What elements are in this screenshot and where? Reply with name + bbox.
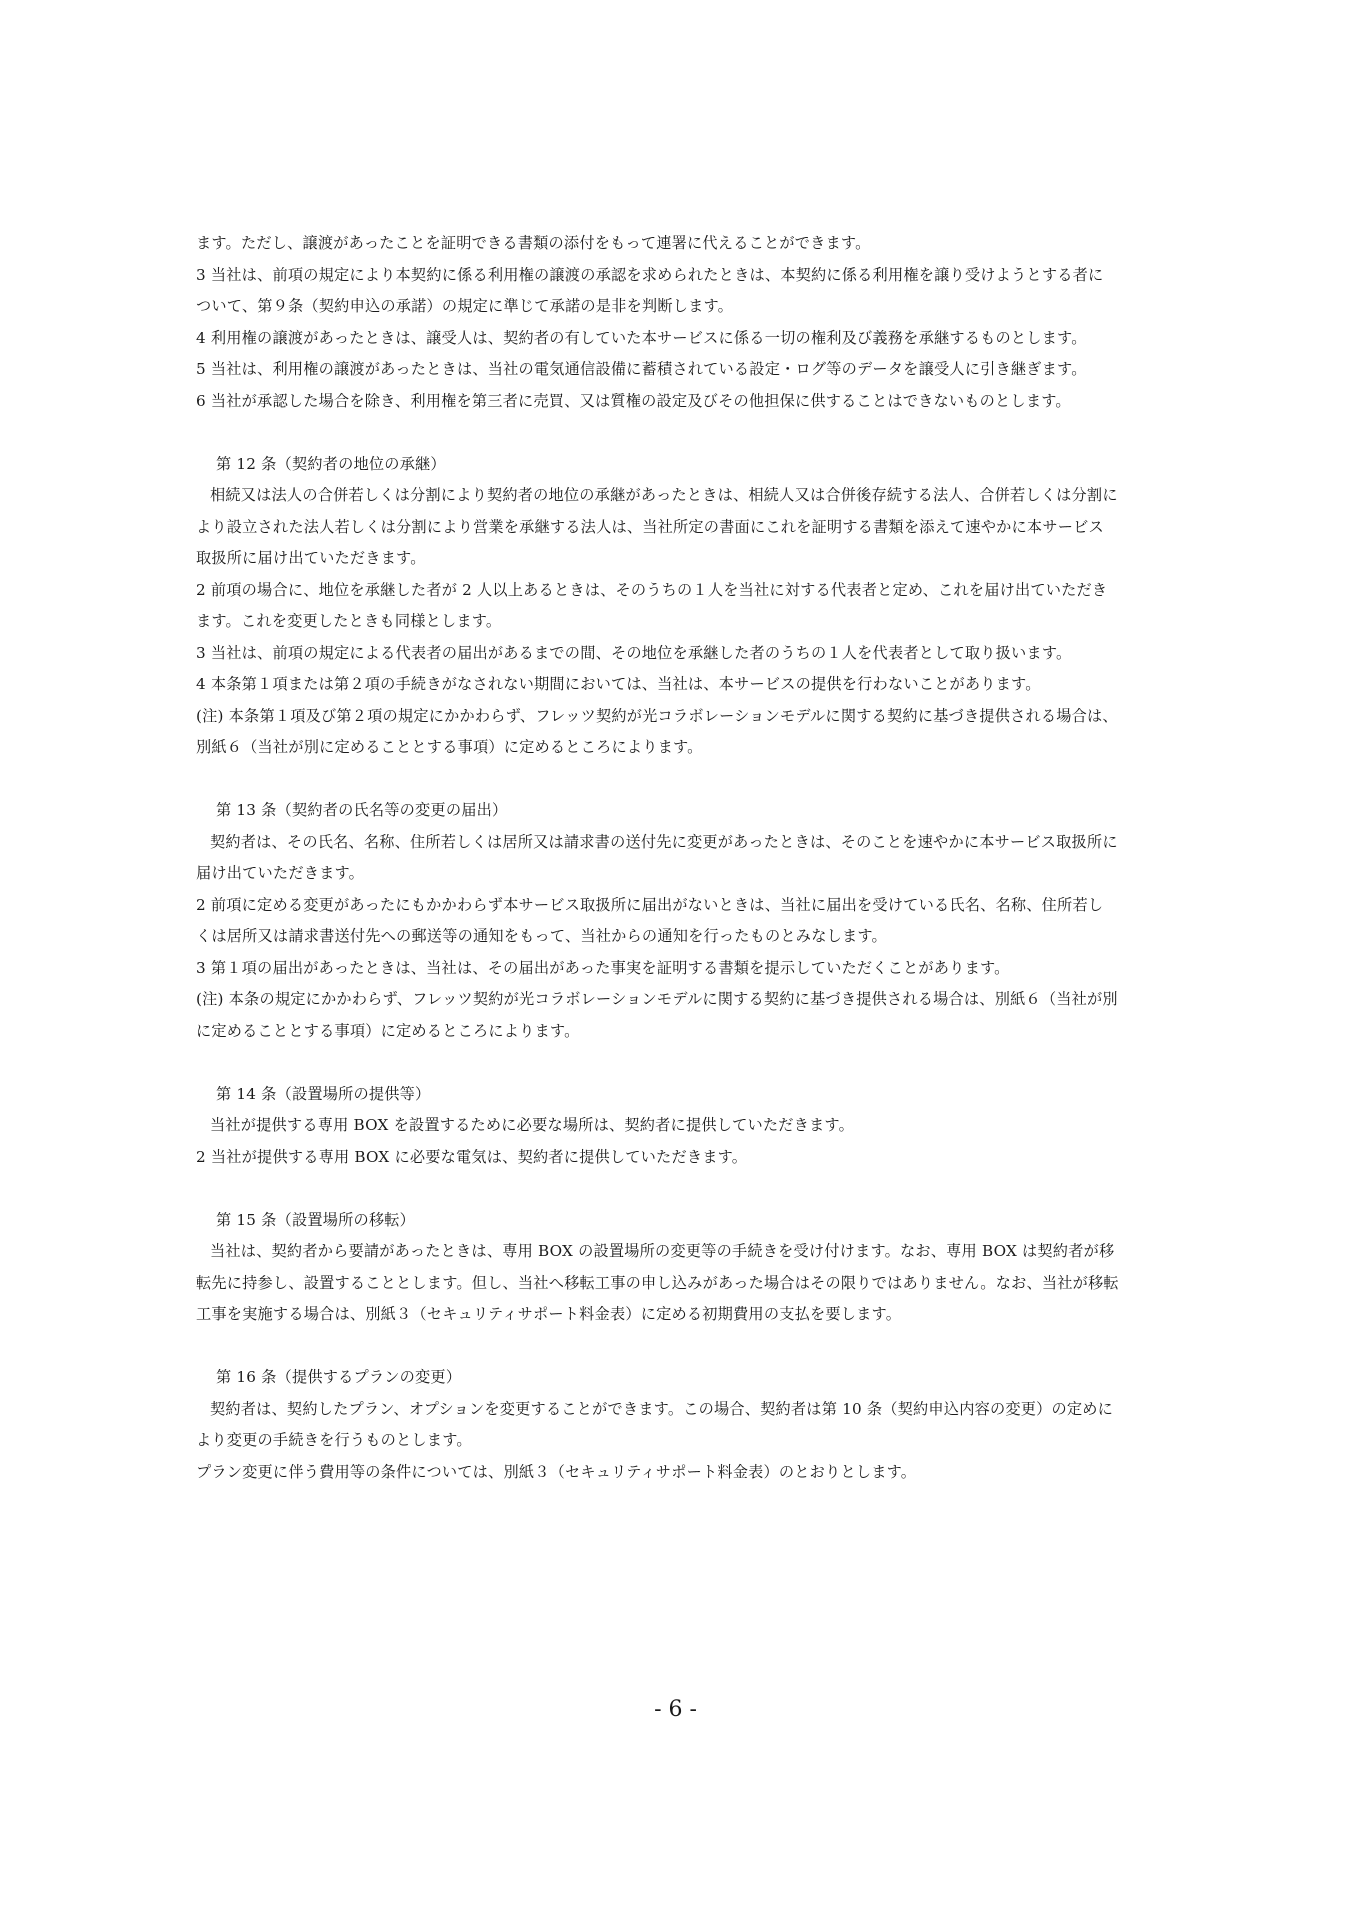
spacer xyxy=(196,1331,1168,1363)
intro-line: 6 当社が承認した場合を除き、利用権を第三者に売買、又は質権の設定及びその他担保に供することはできないものとします。 xyxy=(196,391,1071,410)
article-13-line: くは居所又は請求書送付先への郵送等の通知をもって、当社からの通知を行ったものとみなします。 xyxy=(196,927,887,945)
article-14-heading: 第 14 条（設置場所の提供等） xyxy=(216,1084,431,1103)
article-12-line: 4 本条第１項または第２項の手続きがなされない期間においては、当社は、本サービスの提供を行わないことがあります。 xyxy=(196,675,1041,693)
article-13-line: 届け出ていただきます。 xyxy=(196,864,365,882)
article-13-line: 3 第１項の届出があったときは、当社は、その届出があった事実を証明する書類を提示していただくことがあります。 xyxy=(196,958,1010,977)
article-13-line: 2 前項に定める変更があったにもかかわらず本サービス取扱所に届出がないときは、当社に届出を受けている氏名、名称、住所若し xyxy=(196,895,1104,914)
article-13-note: に定めることとする事項）に定めるところによります。 xyxy=(196,1021,580,1040)
article-16-line: より変更の手続きを行うものとします。 xyxy=(196,1431,472,1449)
article-12-line: 取扱所に届け出ていただきます。 xyxy=(196,549,426,567)
article-12-line: 相続又は法人の合併若しくは分割により契約者の地位の承継があったときは、相続人又は合併後存続する法人、合併若しくは分割に xyxy=(210,486,1118,504)
article-15-line: 当社は、契約者から要請があったときは、専用 BOX の設置場所の変更等の手続きを受け付けます。なお、専用 BOX は契約者が移 xyxy=(210,1242,1115,1260)
intro-line: 4 利用権の譲渡があったときは、譲受人は、契約者の有していた本サービスに係る一切の権利及び義務を承継するものとします。 xyxy=(196,328,1087,347)
intro-line: ます。ただし、譲渡があったことを証明できる書類の添付をもって連署に代えることができます。 xyxy=(196,234,871,252)
spacer xyxy=(196,1047,1168,1079)
intro-line: 5 当社は、利用権の譲渡があったときは、当社の電気通信設備に蓄積されている設定・ログ等のデータを譲受人に引き継ぎます。 xyxy=(196,360,1087,378)
article-16-heading: 第 16 条（提供するプランの変更） xyxy=(216,1368,462,1386)
spacer xyxy=(196,417,1168,449)
article-12-line: 3 当社は、前項の規定による代表者の届出があるまでの間、その地位を承継した者のうちの１人を代表者として取り扱います。 xyxy=(196,643,1072,662)
spacer xyxy=(196,764,1168,796)
article-13-heading: 第 13 条（契約者の氏名等の変更の届出） xyxy=(216,801,508,819)
spacer xyxy=(196,1173,1168,1205)
article-12-heading: 第 12 条（契約者の地位の承継） xyxy=(216,454,446,473)
article-12-note: (注) 本条第１項及び第２項の規定にかかわらず、フレッツ契約が光コラボレーションモデルに関する契約に基づき提供される場合は、 xyxy=(196,706,1118,725)
document-body xyxy=(196,228,1168,1488)
article-13-note: (注) 本条の規定にかかわらず、フレッツ契約が光コラボレーションモデルに関する契約に基づき提供される場合は、別紙６（当社が別 xyxy=(196,990,1118,1008)
article-16-line: プラン変更に伴う費用等の条件については、別紙３（セキュリティサポート料金表）のとおりとします。 xyxy=(196,1462,917,1481)
article-13-line: 契約者は、その氏名、名称、住所若しくは居所又は請求書の送付先に変更があったときは、そのことを速やかに本サービス取扱所に xyxy=(210,832,1118,851)
article-12-note: 別紙６（当社が別に定めることとする事項）に定めるところによります。 xyxy=(196,738,703,756)
article-15-line: 転先に持参し、設置することとします。但し、当社へ移転工事の申し込みがあった場合はその限りではありません。なお、当社が移転 xyxy=(196,1273,1119,1292)
article-16-line: 契約者は、契約したプラン、オプションを変更することができます。この場合、契約者は第 10 条（契約申込内容の変更）の定めに xyxy=(210,1399,1114,1418)
intro-line: ついて、第９条（契約申込の承諾）の規定に準じて承諾の是非を判断します。 xyxy=(196,297,734,315)
article-14-line: 当社が提供する専用 BOX を設置するために必要な場所は、契約者に提供していただきます。 xyxy=(210,1116,854,1134)
article-14-line: 2 当社が提供する専用 BOX に必要な電気は、契約者に提供していただきます。 xyxy=(196,1147,748,1166)
intro-line: 3 当社は、前項の規定により本契約に係る利用権の譲渡の承認を求められたときは、本契約に係る利用権を譲り受けようとする者に xyxy=(196,265,1104,284)
article-12-line: 2 前項の場合に、地位を承継した者が 2 人以上あるときは、そのうちの１人を当社に対する代表者と定め、これを届け出ていただき xyxy=(196,580,1108,599)
article-12-line: ます。これを変更したときも同様とします。 xyxy=(196,612,502,630)
article-15-line: 工事を実施する場合は、別紙３（セキュリティサポート料金表）に定める初期費用の支払を要します。 xyxy=(196,1305,902,1323)
article-15-heading: 第 15 条（設置場所の移転） xyxy=(216,1210,416,1229)
page-number: - 6 - xyxy=(654,1697,697,1722)
article-12-line: より設立された法人若しくは分割により営業を承継する法人は、当社所定の書面にこれを証明する書類を添えて速やかに本サービス xyxy=(196,517,1104,536)
